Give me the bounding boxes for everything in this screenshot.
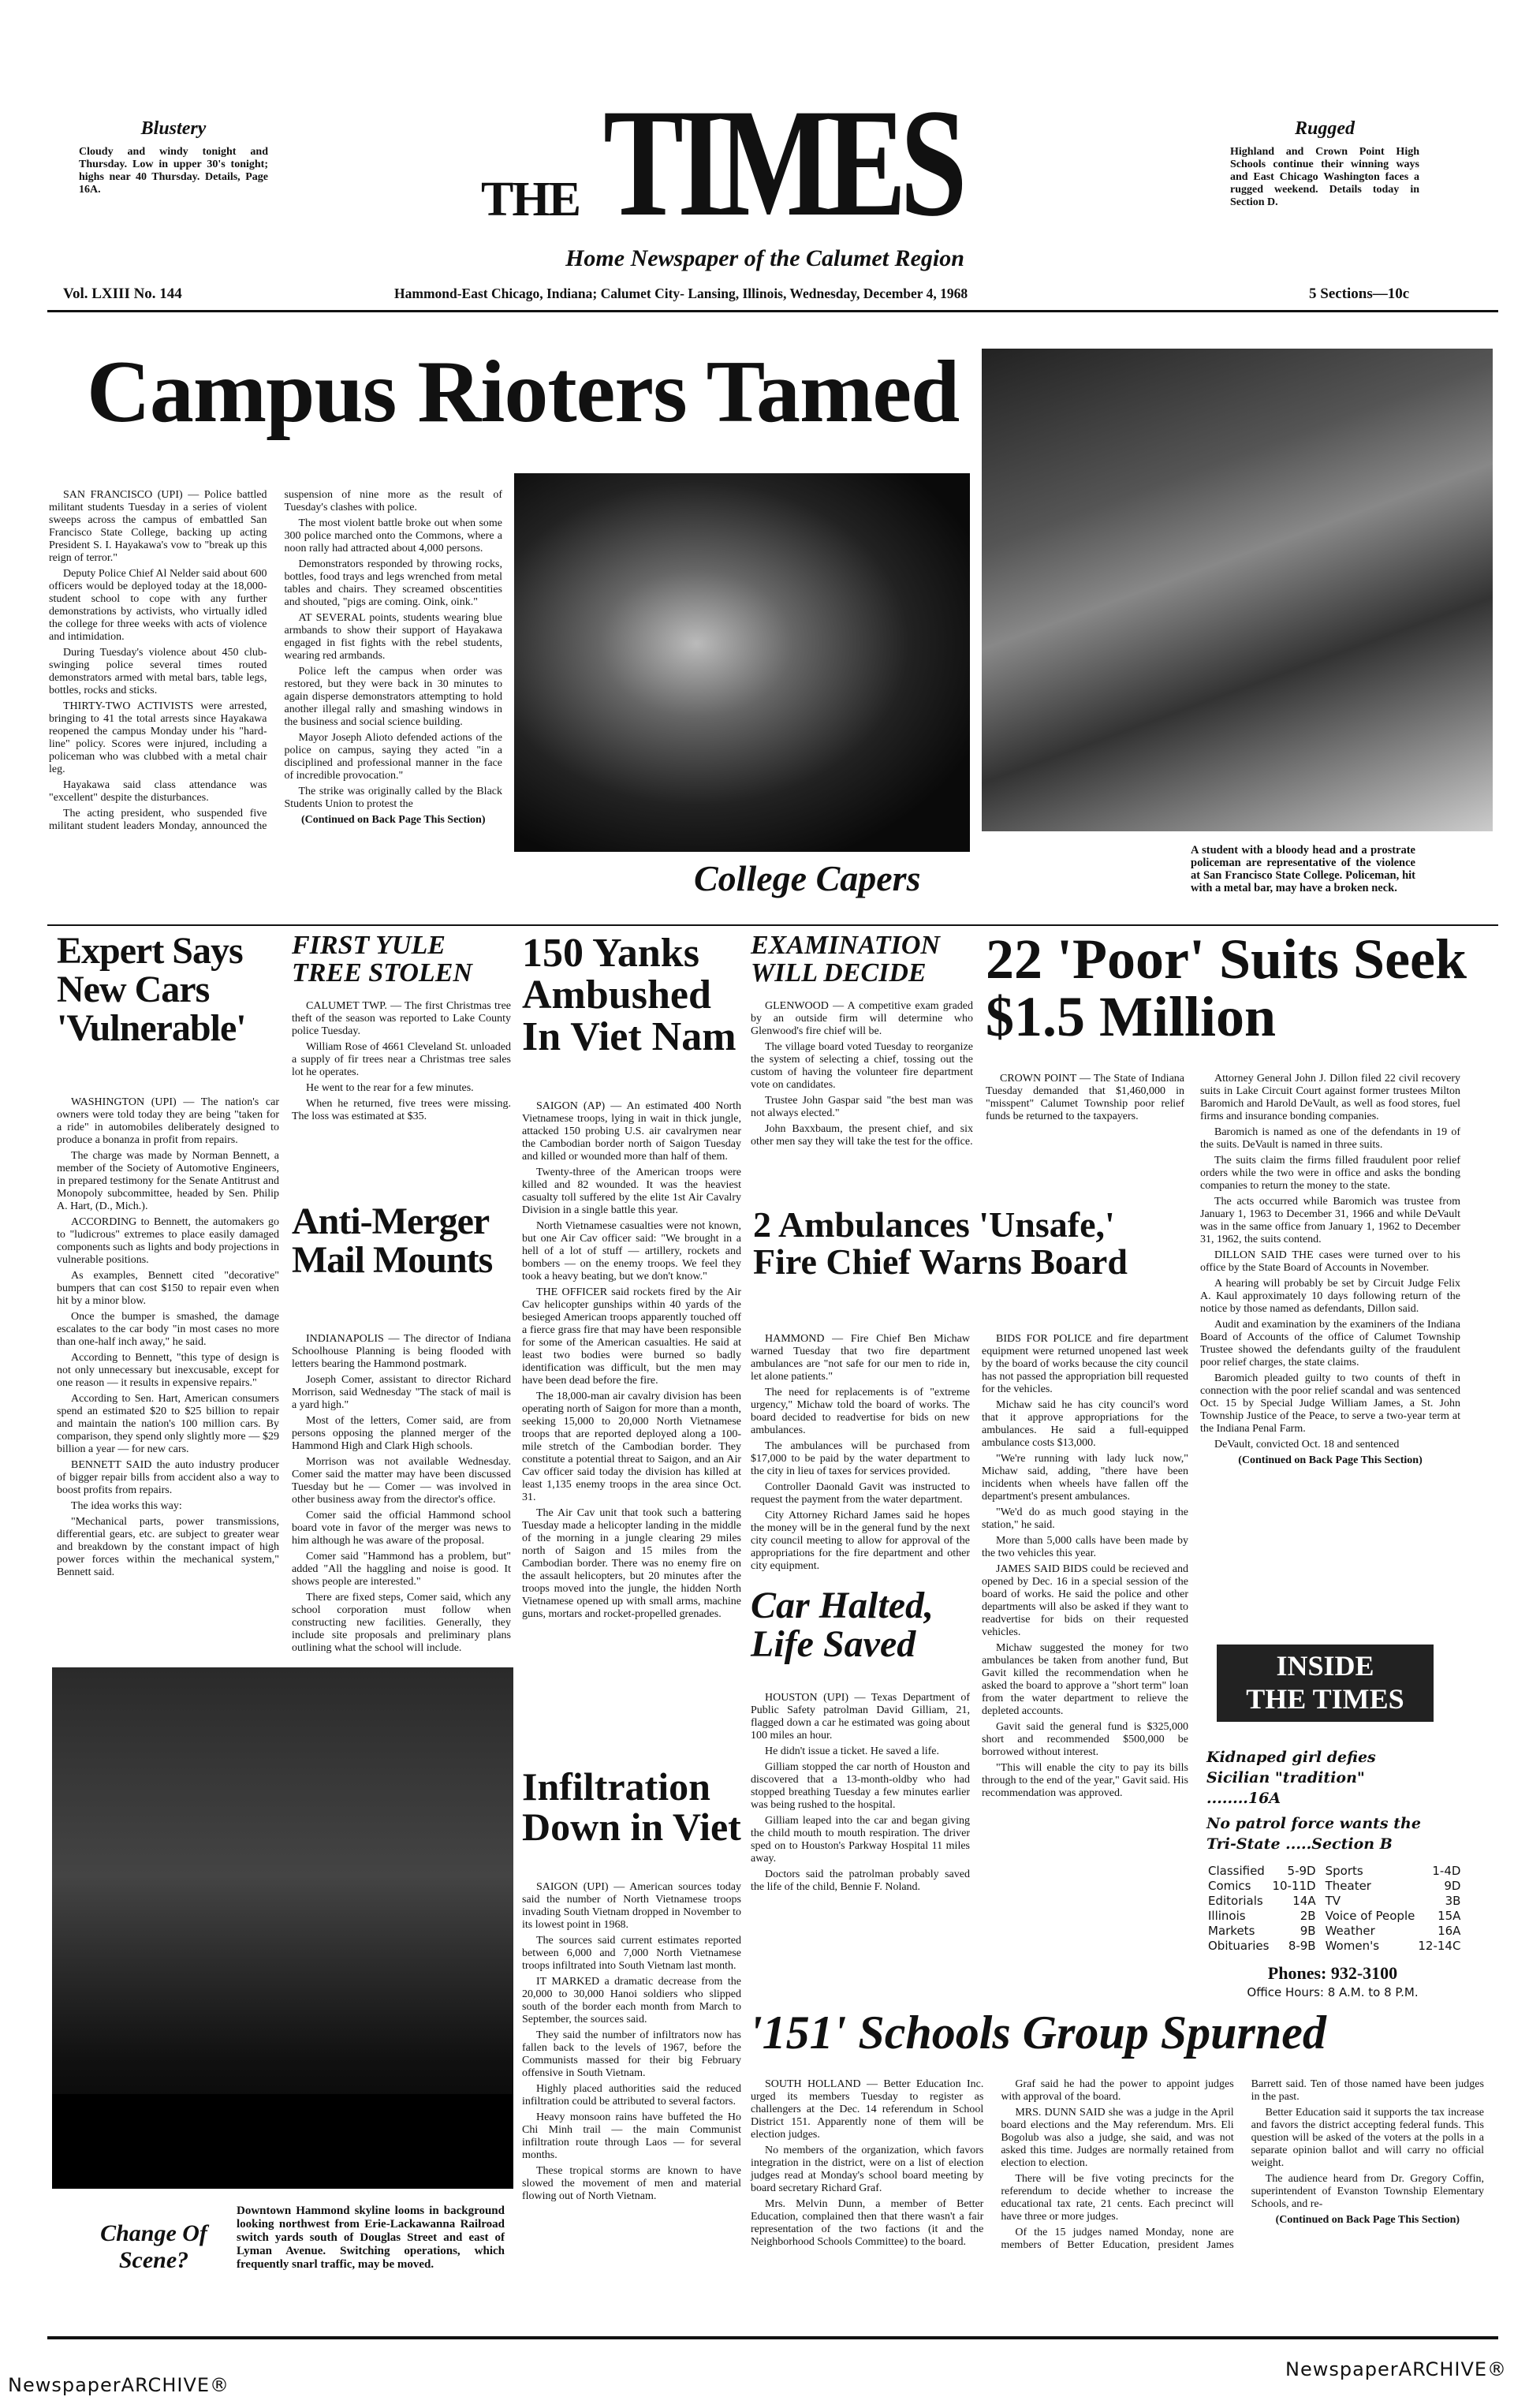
photo-prostrate-policeman [982, 349, 1493, 831]
story-paragraph: No members of the organization, which favors integration in the district, were on a list of election judges read at Monday's school board meeting by board secretary Richard Graf. [751, 2145, 984, 2194]
story-paragraph: Comer said the official Hammond school board vote in favor of the merger was news to him although he was aware of the proposal. [292, 1510, 511, 1547]
index-section[interactable]: Obituaries [1208, 1939, 1270, 1953]
story-paragraph: During Tuesday's violence about 450 club-swinging police several times routed demonstrators armed with metal bars, table legs, bottles, rocks and sticks. [49, 647, 267, 696]
story-paragraph: The audience heard from Dr. Gregory Coffin, superintendent of Evanston Township Elementary Schools, and re- [1251, 2173, 1484, 2210]
story-paragraph: Morrison was not available Wednesday. Comer said the matter may have been discussed Tuesday but he — Comer — was involved in other business away from the director's office. [292, 1456, 511, 1506]
story-paragraph: SAIGON (AP) — An estimated 400 North Vietnamese troops, lying in wait in thick jungle, attacked 150 probing U.S. air cavalrymen near the Cambodian border north of Saigon Tuesday and killed or wounded more than half of them. [522, 1100, 741, 1163]
index-row [1206, 1879, 1468, 1894]
continued-note[interactable]: (Continued on Back Page This Section) [1275, 2214, 1460, 2226]
story-paragraph: MRS. DUNN SAID she was a judge in the April board elections and the May referendum. Mrs. Eli Bogolub was also a judge, she said, and was not asked this time. Judges are normally retained from election to election. [1001, 2107, 1234, 2169]
story-paragraph: He didn't issue a ticket. He saved a life. [765, 1745, 940, 1757]
photo-caption-skyline: Downtown Hammond skyline looms in background looking northwest from Erie-Lackawanna Railroad switch yards south of Douglas Street and east of Lyman Avenue. Switching operations, which frequently snarl traffic, may be moved. [237, 2205, 505, 2271]
story-paragraph: "Mechanical parts, power transmissions, differential gears, etc. are subject to greater wear and breakdown by the constant impact of high power forces within the mechanical system," Bennett said. [57, 1516, 279, 1578]
story-paragraph: CALUMET TWP. — The first Christmas tree theft of the season was reported to Lake County police Tuesday. [292, 1000, 511, 1037]
yule-story-body [292, 1000, 511, 1126]
story-paragraph: The acting president, who suspended five militant student leaders Monday, announced the suspension of nine more as the result of Tuesday's clashes with police. [49, 489, 502, 832]
newspaperarchive-logo-left: NewspaperARCHIVE® [8, 2374, 230, 2396]
story-paragraph: City Attorney Richard James said he hopes the money will be in the general fund by the next city council meeting to allow for approval of the appropriations for the fire department and other city equipment. [751, 1510, 970, 1572]
photo-student-bloody-head [514, 473, 970, 852]
story-paragraph: The sources said current estimates reported between 6,000 and 7,000 North Vietnamese troops infiltrated into South Vietnam last month. [522, 1935, 741, 1972]
story-paragraph: CROWN POINT — The State of Indiana Tuesday demanded that $1,460,000 in "misspent" Calumet Township poor relief funds be returned to the taxpayers. [986, 1073, 1184, 1122]
exam-headline: EXAMINATION WILL DECIDE [751, 931, 940, 987]
volume-number: Vol. LXIII No. 144 [63, 286, 182, 302]
story-paragraph: The village board voted Tuesday to reorganize the system of selecting a chief, tossing out the custom of having the volunteer fire department vote on candidates. [751, 1041, 973, 1091]
inside-title-line2: THE TIMES [1246, 1683, 1404, 1715]
index-row [1206, 1894, 1468, 1909]
story-paragraph: Police left the campus when order was restored, but they were back in 30 minutes to again disperse demonstrators attempting to hold another illegal rally and smashing windows in the business and social science building. [284, 666, 502, 728]
story-paragraph: HAMMOND — Fire Chief Ben Michaw warned Tuesday that two fire department ambulances are "not safe for our men to ride in, let alone patients." [751, 1333, 970, 1383]
story-paragraph: The strike was originally called by the Black Students Union to protest the [284, 786, 502, 810]
nameplate-times: TIMES [603, 77, 961, 248]
index-section[interactable]: Editorials [1208, 1894, 1263, 1908]
index-page[interactable]: 2B [1300, 1909, 1316, 1923]
tagline: Home Newspaper of the Calumet Region [565, 245, 964, 271]
continued-note[interactable]: (Continued on Back Page This Section) [301, 814, 486, 826]
story-paragraph: John Baxxbaum, the present chief, and six other men say they will take the test for the office. [751, 1123, 973, 1148]
story-paragraph: Trustee John Gaspar said "the best man was not always elected." [751, 1095, 973, 1119]
index-page[interactable]: 9B [1300, 1924, 1316, 1938]
index-section[interactable]: Women's [1325, 1939, 1380, 1953]
merger-headline: Anti-Merger Mail Mounts [292, 1200, 493, 1281]
nameplate-the: THE [481, 173, 580, 226]
index-section[interactable]: Markets [1208, 1924, 1255, 1938]
story-paragraph: DeVault, convicted Oct. 18 and sentenced [1214, 1439, 1400, 1450]
story-paragraph: Baromich pleaded guilty to two counts of theft in connection with the poor relief scandal and was sentenced Oct. 15 by Special Judge William James, a St. John Township Justice of the Peace, to serve a two-year term at the Indiana Penal Farm. [1200, 1372, 1460, 1435]
story-paragraph: INDIANAPOLIS — The director of Indiana Schoolhouse Planning is being flooded with letters bearing the Hammond postmark. [292, 1333, 511, 1370]
story-paragraph: Better Education said it supports the tax increase and favors the district accepting federal funds. This question will be asked of the voters at the polls in a separate opinion ballot and will carry no official weight. [1251, 2107, 1484, 2169]
infiltration-headline: Infiltration Down in Viet [522, 1764, 741, 1849]
index-page[interactable]: 5-9D [1287, 1864, 1316, 1878]
story-paragraph: North Vietnamese casualties were not known, but one Air Cav officer said: "We brought in a hell of a lot of stuff — artillery, rockets and bombers — on the enemy troops. We feel they took a heavy beating, but we don't know." [522, 1220, 741, 1282]
index-page[interactable]: 10-11D [1272, 1879, 1316, 1893]
index-row [1206, 1924, 1468, 1939]
story-paragraph: Mayor Joseph Alioto defended actions of the police on campus, saying they acted "in a disciplined and professional manner in the face of incredible provocation." [284, 732, 502, 782]
story-paragraph: Demonstrators responded by throwing rocks, bottles, food trays and legs wrenched from metal tables and chairs. They screamed obscentities and shouted, "pigs are coming. Oink, oink." [284, 558, 502, 608]
story-paragraph: THIRTY-TWO ACTIVISTS were arrested, bringing to 41 the total arrests since Hayakawa reopened the campus Monday under his "hard-line" policy. Scores were injured, including a policeman who was clubbed with a metal chair leg. [49, 700, 267, 775]
story-paragraph: "We'd do as much good staying in the station," he said. [982, 1506, 1188, 1531]
car-halted-story-body [751, 1692, 970, 1897]
index-page[interactable]: 9D [1444, 1879, 1461, 1893]
bottom-rule [47, 2336, 1498, 2339]
story-paragraph: HOUSTON (UPI) — Texas Department of Public Safety patrolman David Gilliam, 21, flagged down a car he estimated was going about 100 miles an hour. [751, 1692, 970, 1742]
story-paragraph: ACCORDING to Bennett, the automakers go to "ludicrous" extremes to place easily damaged components such as lights and body projections in vulnerable positions. [57, 1216, 279, 1266]
suits-story-body [986, 1073, 1184, 1126]
story-paragraph: Michaw said he has city council's word that it approve appropriations for the ambulances. He said a full-equipped ambulance costs $13,000. [982, 1399, 1188, 1449]
story-paragraph: GLENWOOD — A competitive exam graded by an outside firm will determine who Glenwood's fire chief will be. [751, 1000, 973, 1037]
ambulances-story-body [751, 1333, 970, 1576]
weather-ear [79, 118, 268, 196]
story-paragraph: Twenty-three of the American troops were killed and 82 wounded. It was the heaviest casualty toll suffered by the elite 1st Air Cavalry Division in a single battle this year. [522, 1167, 741, 1216]
story-paragraph: The 18,000-man air cavalry division has been operating north of Saigon for more than a month, seeking 15,000 to 20,000 North Vietnamese troops that are reported deployed along a 100-mile stretch of the Cambodian border. They constitute a potential threat to Saigon, and an Air Cav officer said today the division has killed at least 1,135 enemy troops in the area since Oct. 31. [522, 1391, 741, 1503]
story-paragraph: These tropical storms are known to have slowed the movement of men and material flowing out of North Vietnam. [522, 2165, 741, 2202]
story-paragraph: Deputy Police Chief Al Nelder said about 600 officers would be deployed today at the 18,000-student school to cope with any further demonstrations by activists, who virtually idled the college for three weeks with acts of violence and intimidation. [49, 568, 267, 643]
ambulances-headline: 2 Ambulances 'Unsafe,' Fire Chief Warns Board [753, 1204, 1128, 1282]
cars-story-body [57, 1096, 279, 1582]
story-paragraph: Hayakawa said class attendance was "excellent" despite the disturbances. [49, 779, 267, 804]
schools-story-body [751, 2078, 1484, 2252]
inside-feature-item[interactable]: No patrol force wants the Tri-State .....Section B [1206, 1815, 1421, 1853]
story-paragraph: SAN FRANCISCO (UPI) — Police battled militant students Tuesday in a series of violent sweeps across the campus of embattled San Francisco State College, backing up acting President S. I. Hayakawa's vow to "break up this reign of terror." [49, 489, 267, 564]
story-paragraph: There are fixed steps, Comer said, which any school corporation must follow when constructing new facilities. Generally, they include site proposals and preliminary plans outlining what the school will include. [292, 1592, 511, 1654]
story-paragraph: "This will enable the city to pay its bills through to the end of the year," Gavit said. His recommendation was approved. [982, 1762, 1188, 1799]
lead-story-body [49, 489, 502, 833]
suits-story-body-cont [1200, 1073, 1460, 1470]
story-paragraph: The charge was made by Norman Bennett, a member of the Society of Automotive Engineers, in prepared testimony for the Senate Antitrust and Monopoly subcommittee, headed by Sen. Philip A. Hart, (D., Mich.). [57, 1150, 279, 1212]
story-paragraph: According to Sen. Hart, American consumers spend an estimated $20 to $25 billion to repair and maintain the nation's 100 million cars. By comparison, they spend only slightly more — $29 billion a year — for new cars. [57, 1393, 279, 1455]
dateline: Hammond-East Chicago, Indiana; Calumet City- Lansing, Illinois, Wednesday, December 4, 1968 [394, 286, 968, 301]
index-section[interactable]: TV [1325, 1894, 1341, 1908]
feature-page: Section B [1311, 1835, 1393, 1853]
inside-title-line1: INSIDE [1276, 1650, 1374, 1682]
sports-text: Highland and Crown Point High Schools continue their winning ways and East Chicago Washington faces a rugged weekend. Details today in Section D. [1230, 146, 1419, 208]
index-page[interactable]: 1-4D [1432, 1864, 1461, 1878]
suits-headline: 22 'Poor' Suits Seek $1.5 Million [986, 928, 1467, 1049]
sports-title: Rugged [1294, 118, 1355, 139]
sports-ear [1230, 118, 1419, 209]
index-page[interactable]: 3B [1445, 1894, 1461, 1908]
index-page[interactable]: 12-14C [1418, 1939, 1461, 1953]
story-paragraph: Highly placed authorities said the reduced infiltration could be attributed to several factors. [522, 2083, 741, 2107]
index-section[interactable]: Weather [1325, 1924, 1375, 1938]
inside-features [1206, 1747, 1443, 1854]
weather-text: Cloudy and windy tonight and Thursday. Low in upper 30's tonight; highs near 40 Thursday. Details, Page 16A. [79, 146, 268, 196]
story-paragraph: The acts occurred while Baromich was trustee from January 1, 1963 to December 31, 1966 and while DeVault was in the same office from January 1, 1962 to December 31, 1962, the suits contend. [1200, 1196, 1460, 1245]
index-section[interactable]: Classified [1208, 1864, 1265, 1878]
story-paragraph: When he returned, five trees were missing. The loss was estimated at $35. [292, 1098, 511, 1122]
phones: Phones: 932-3100 [1267, 1963, 1398, 1983]
infiltration-story-body [522, 1881, 741, 2206]
story-paragraph: WASHINGTON (UPI) — The nation's car owners were told today they are being "taken for a ride" in automobiles deliberately designed to produce a bonanza in profit from repairs. [57, 1096, 279, 1146]
price: 5 Sections—10c [1309, 286, 1410, 302]
photo-hammond-skyline [52, 1667, 513, 2189]
story-paragraph: Joseph Comer, assistant to director Richard Morrison, said Wednesday "The stack of mail is a yard high." [292, 1374, 511, 1411]
story-paragraph: Heavy monsoon rains have buffeted the Ho Chi Minh trail — the main Communist infiltration route through Laos — for several months. [522, 2111, 741, 2161]
yanks-headline: 150 Yanks Ambushed In Viet Nam [522, 931, 736, 1060]
index-section[interactable]: Voice of People [1325, 1909, 1415, 1923]
story-paragraph: "We're running with lady luck now," Michaw said, adding, "there have been incidents when wheels have fallen off the department's present ambulances. [982, 1453, 1188, 1503]
story-paragraph: Attorney General John J. Dillon filed 22 civil recovery suits in Lake Circuit Court against former trustees Milton Baromich and Harold DeVault, as well as food stores, fuel firms and insurance bonding companies. [1200, 1073, 1460, 1122]
index-row [1206, 1864, 1468, 1879]
story-paragraph: The suits claim the firms filled fraudulent poor relief orders while the two were in office and asks the bonding companies to return the money to the state. [1200, 1155, 1460, 1192]
story-paragraph: The need for replacements is of "extreme urgency," Michaw told the board of works. The board decided to readvertise for bids on new ambulances. [751, 1387, 970, 1436]
story-paragraph: DILLON SAID THE cases were turned over to his office by the State Board of Accounts in November. [1200, 1249, 1460, 1274]
yanks-story-body [522, 1100, 741, 1624]
story-paragraph: The idea works this way: [71, 1500, 182, 1512]
newspaperarchive-logo-right: NewspaperARCHIVE® [1285, 2358, 1508, 2380]
feature-page: 16A [1247, 1790, 1281, 1807]
photo-caption-campus: A student with a bloody head and a prostrate policeman are representative of the violence at San Francisco State College. Policeman, hit with a metal bar, may have a broken neck. [1191, 844, 1415, 894]
story-paragraph: Baromich is named as one of the defendants in 19 of the suits. DeVault is named in three suits. [1200, 1126, 1460, 1151]
index-section[interactable]: Illinois [1208, 1909, 1246, 1923]
story-paragraph: JAMES SAID BIDS could be recieved and opened by Dec. 16 in a special session of the board of works. He said the police and other departments will also be asked if they want to readvertise for bids on their requested vehicles. [982, 1563, 1188, 1638]
newspaper-nameplate [473, 77, 1057, 248]
index-section[interactable]: Sports [1325, 1864, 1363, 1878]
ambulances-story-body-cont [982, 1333, 1188, 1803]
index-row [1206, 1939, 1468, 1954]
office-hours: Office Hours: 8 A.M. to 8 P.M. [1247, 1985, 1419, 1999]
story-paragraph: Audit and examination by the examiners of the Indiana Board of Accounts of the office of Calumet Township Trustee showed the defendants guilty of the fraudulent poor relief charges, the state claims. [1200, 1319, 1460, 1368]
story-paragraph: BENNETT SAID the auto industry producer of bigger repair bills from accident also a way to boost profits from repairs. [57, 1459, 279, 1496]
photo-title-change-of-scene: Change Of Scene? [100, 2220, 207, 2273]
schools-headline: '151' Schools Group Spurned [749, 2007, 1326, 2059]
story-paragraph: Mrs. Melvin Dunn, a member of Better Education, complained then that there wasn't a fair representation of the two factions (it and the Neighborhood Schools Committee) to the board. [751, 2198, 984, 2248]
yule-headline: FIRST YULE TREE STOLEN [292, 931, 472, 987]
inside-the-times-box [1217, 1645, 1434, 1722]
story-paragraph: He went to the rear for a few minutes. [306, 1082, 474, 1094]
story-paragraph: William Rose of 4661 Cleveland St. unloaded a supply of fir trees near a Christmas tree sales lot he operates. [292, 1041, 511, 1078]
index-page[interactable]: 14A [1292, 1894, 1316, 1908]
story-paragraph: SAIGON (UPI) — American sources today said the number of North Vietnamese troops invading South Vietnam dropped in November to its lowest point in 1968. [522, 1881, 741, 1931]
story-paragraph: A hearing will probably be set by Circuit Judge Felix A. Kaul approximately 10 days following return of the notice by those named as defendants, Dillon said. [1200, 1278, 1460, 1315]
story-paragraph: Gilliam stopped the car north of Houston and discovered that a 13-month-oldby who had stopped breathing Tuesday a few minutes earlier was being rushed to the hospital. [751, 1761, 970, 1811]
story-paragraph: There will be five voting precincts for the referendum to decide whether to increase the educational tax rate, 21 cents. Each precinct will have three or more judges. [1001, 2173, 1234, 2223]
story-paragraph: As examples, Bennett cited "decorative" bumpers that can cost $150 to repair even when hit by a minor blow. [57, 1270, 279, 1307]
feature-text: No patrol force wants the Tri-State [1206, 1815, 1421, 1853]
story-paragraph: Gilliam leaped into the car and began giving the child mouth to mouth respiration. The driver sped on to Houston's Parkway Hospital 11 miles away. [751, 1815, 970, 1865]
inside-feature-item[interactable]: Kidnaped girl defies Sicilian "tradition" ........16A [1206, 1749, 1376, 1807]
story-paragraph: SOUTH HOLLAND — Better Education Inc. urged its members Tuesday to register as challengers at the Dec. 14 referendum in School District 151. Apparently none of them will be election judges. [751, 2078, 984, 2141]
story-paragraph: AT SEVERAL points, students wearing blue armbands to show their support of Hayakawa engaged in fist fights with the rebel students, wearing red armbands. [284, 612, 502, 662]
story-paragraph: Comer said "Hammond has a problem, but" added "All the haggling and noise is good. It shows people are interested." [292, 1551, 511, 1588]
story-paragraph: Once the bumper is smashed, the damage escalates to the car body "in most cases no more than one-half inch away," he said. [57, 1311, 279, 1348]
story-paragraph: IT MARKED a dramatic decrease from the 20,000 to 30,000 Hanoi soldiers who slipped south of the border each month from March to September, the sources said. [522, 1976, 741, 2025]
merger-story-body [292, 1333, 511, 1658]
exam-story-body [751, 1000, 973, 1152]
story-paragraph: They said the number of infiltrators now has fallen back to the levels of 1967, before the Communists massed for their big February offensive in South Vietnam. [522, 2029, 741, 2079]
story-paragraph: Doctors said the patrolman probably saved the life of the child, Bennie F. Noland. [751, 1869, 970, 1893]
index-page[interactable]: 16A [1438, 1924, 1461, 1938]
story-paragraph: The most violent battle broke out when some 300 police marched onto the Commons, where a noon rally had attracted about 4,000 persons. [284, 517, 502, 554]
story-paragraph: Graf said he had the power to appoint judges with approval of the board. [1001, 2078, 1234, 2103]
masthead-rule [47, 310, 1498, 312]
section-rule [47, 924, 1498, 926]
story-paragraph: BIDS FOR POLICE and fire department equipment were returned unopened last week by the board of works because the city council has not passed the appropriation bill requested for the vehicles. [982, 1333, 1188, 1395]
index-page[interactable]: 8-9B [1288, 1939, 1316, 1953]
index-section[interactable]: Theater [1325, 1879, 1371, 1893]
story-paragraph: Most of the letters, Comer said, are from persons opposing the planned merger of the Hammond High and Clark High schools. [292, 1415, 511, 1452]
cars-headline: Expert Says New Cars 'Vulnerable' [57, 930, 246, 1049]
story-paragraph: THE OFFICER said rockets fired by the Air Cav helicopter gunships within 40 yards of the besieged American troops apparently touched off a fierce grass fire that may have been responsible for some of the American casualties. He said at least two bodies were burned so badly identification was difficult, but the men may have been dead before the fire. [522, 1286, 741, 1387]
story-paragraph: The Air Cav unit that took such a battering Tuesday made a helicopter landing in the middle of the morning in a jungle clearing 29 miles north of Saigon and 15 miles from the Cambodian border. There was no enemy fire on the assault helicopters, but 20 minutes after the troops moved into the jungle, the hidden North Vietnamese opened up with small arms, machine guns, mortars and rocket-propelled grenades. [522, 1507, 741, 1620]
index-row [1206, 1909, 1468, 1924]
story-paragraph: According to Bennett, "this type of design is not only unnecessary but inexcusable, except for one reason — it results in expensive repairs." [57, 1352, 279, 1389]
weather-title: Blustery [140, 118, 207, 139]
car-halted-headline: Car Halted, Life Saved [751, 1585, 934, 1665]
continued-note[interactable]: (Continued on Back Page This Section) [1238, 1454, 1423, 1466]
story-paragraph: Of the 15 judges named Monday, none are members of Better Education, president James Barrett said. Ten of those named have been judges in the past. [1001, 2078, 1484, 2251]
index-section[interactable]: Comics [1208, 1879, 1251, 1893]
index-page[interactable]: 15A [1438, 1909, 1461, 1923]
story-paragraph: Michaw suggested the money for two ambulances be taken from another fund, But Gavit killed the recommendation when he asked the board to approve a "short term" loan from the water department to relieve the depleted accounts. [982, 1642, 1188, 1717]
lead-headline: Campus Rioters Tamed [87, 343, 960, 441]
story-paragraph: More than 5,000 calls have been made by the two vehicles this year. [982, 1535, 1188, 1559]
story-paragraph: The ambulances will be purchased from $17,000 to be paid by the water department to the city in lieu of taxes for services provided. [751, 1440, 970, 1477]
feature-text: Kidnaped girl defies Sicilian "tradition" [1206, 1749, 1376, 1786]
photo-title-college-capers: College Capers [694, 858, 921, 898]
story-paragraph: Controller Daonald Gavit was instructed to request the payment from the water department. [751, 1481, 970, 1506]
story-paragraph: Gavit said the general fund is $325,000 short and recommended $500,000 be borrowed without interest. [982, 1721, 1188, 1758]
inside-index-table [1206, 1864, 1468, 1954]
